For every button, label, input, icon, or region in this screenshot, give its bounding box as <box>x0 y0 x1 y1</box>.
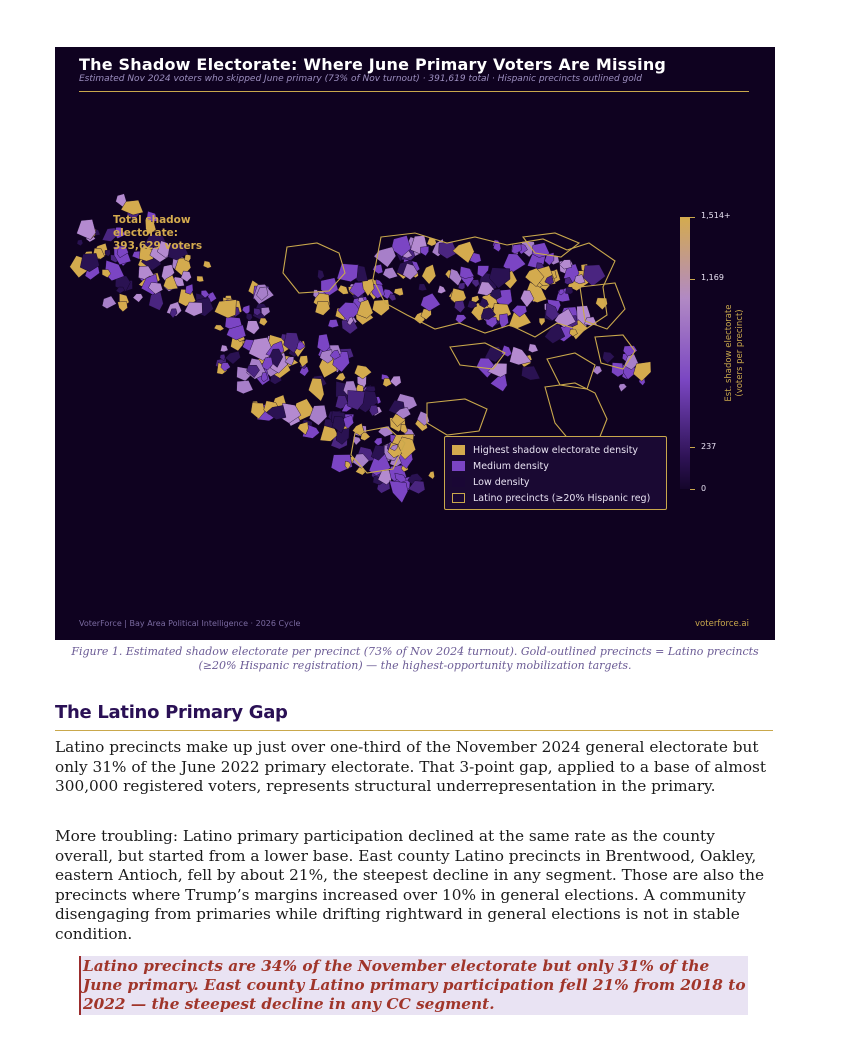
body-paragraph: Latino precincts make up just over one-third of the November 2024 general electorate but only 31% of the June 2022 primary electorate. That 3-point gap, applied to a base of almost 300,000 registered voters, represents structural underrepresentation in the primary. <box>55 738 767 795</box>
legend-item-high <box>452 443 638 457</box>
precinct-shape <box>318 270 325 280</box>
precinct-shape <box>118 302 128 312</box>
precinct-shape <box>220 345 228 352</box>
shadow-electorate-map <box>55 47 775 640</box>
legend-item-latino <box>452 491 650 505</box>
colorbar-tick <box>690 447 695 448</box>
precinct-shape <box>383 267 398 279</box>
precinct-shape <box>102 296 116 309</box>
precinct-shape <box>336 373 346 381</box>
legend-item-low <box>452 475 530 489</box>
map-legend <box>444 436 667 510</box>
precinct-shape <box>383 378 392 387</box>
section-heading: The Latino Primary Gap <box>55 702 288 723</box>
legend-label-high: Highest shadow electorate density <box>473 444 639 456</box>
precinct-shape <box>338 285 349 294</box>
precinct-shape <box>197 276 204 282</box>
precinct-shape <box>493 243 501 251</box>
precinct-shape <box>214 300 236 318</box>
precinct-shape <box>565 287 573 294</box>
precinct-shape <box>428 471 434 479</box>
precinct-shape <box>490 374 507 391</box>
precinct-shape <box>394 288 404 296</box>
precinct-shape <box>539 318 545 326</box>
precinct-shape <box>422 264 436 284</box>
precinct-shape <box>420 246 428 256</box>
precinct-shape <box>619 384 627 392</box>
map-footer-url: voterforce.ai <box>695 619 749 629</box>
precinct-shape <box>372 300 389 316</box>
colorbar-tick <box>690 217 695 218</box>
precinct-shape <box>612 363 624 378</box>
precinct-shape <box>242 305 250 315</box>
colorbar-tick-label: 0 <box>701 484 707 493</box>
precinct-shape <box>401 424 408 433</box>
legend-item-medium <box>452 459 549 473</box>
precinct-shape <box>528 344 538 353</box>
colorbar-tick-label: 237 <box>701 442 717 451</box>
legend-label-low: Low density <box>473 476 530 488</box>
precinct-shape <box>116 287 125 293</box>
precinct-shape <box>105 250 110 257</box>
legend-swatch-low <box>452 477 465 487</box>
precinct-shape <box>203 261 211 268</box>
figure-caption: Figure 1. Estimated shadow electorate per precinct (73% of Nov 2024 turnout). Gold-outlined precincts = Latino precincts (≥20% Hispanic registration) — the highest-opportunity mobilization targets. <box>71 645 759 672</box>
legend-label-medium: Medium density <box>473 460 549 472</box>
colorbar-tick-label: 1,169 <box>701 273 724 282</box>
precinct-shape <box>149 292 164 311</box>
precinct-shape <box>246 321 259 335</box>
colorbar-tick <box>690 489 695 490</box>
precinct-map-graphic <box>55 47 775 640</box>
map-subtitle: Estimated Nov 2024 voters who skipped June primary (73% of Nov turnout) · 391,619 total · Hispanic precincts outlined gold <box>79 74 642 84</box>
precinct-shape <box>356 467 366 475</box>
colorbar <box>680 217 690 489</box>
precinct-shape <box>472 280 480 288</box>
colorbar-tick <box>690 279 695 280</box>
precinct-shape <box>315 302 330 316</box>
map-title: The Shadow Electorate: Where June Primary Voters Are Missing <box>79 55 667 74</box>
precinct-shape <box>328 319 339 327</box>
precinct-shape <box>225 351 240 364</box>
body-paragraph: More troubling: Latino primary participation declined at the same rate as the county overall, but started from a lower base. East county Latino precincts in Brentwood, Oakley, eastern Antioch, fell by about 21%, the steepest decline in any segment. Those are also the precincts where Trump’s margins increased over 10% in general elections. A community disengaging from primaries while drifting rightward in general elections is not in stable condition. <box>55 827 765 943</box>
precinct-shape <box>454 301 465 313</box>
legend-label-latino: Latino precincts (≥20% Hispanic reg) <box>473 492 651 504</box>
legend-swatch-medium <box>452 461 465 471</box>
precinct-shape <box>390 376 401 387</box>
precinct-shape <box>133 294 143 303</box>
pull-quote-callout: Latino precincts are 34% of the November electorate but only 31% of the June primary. East county Latino primary participation fell 21% from 2018 to 2022 — the steepest decline in any CC segment. <box>79 956 748 1015</box>
precinct-shape <box>389 294 396 301</box>
map-footer-credit: VoterForce | Bay Area Political Intelligence · 2026 Cycle <box>79 619 301 628</box>
precinct-shape <box>418 284 427 291</box>
precinct-shape <box>521 366 540 380</box>
colorbar-title <box>724 278 746 428</box>
precinct-shape <box>421 293 441 311</box>
precinct-shape <box>352 423 364 435</box>
colorbar-title-text: Est. shadow electorate (voters per precinct) <box>724 304 745 402</box>
section-heading-rule <box>55 730 773 731</box>
precinct-shape <box>77 240 83 246</box>
precinct-shape <box>214 325 224 331</box>
precinct-shape <box>354 365 371 379</box>
total-shadow-electorate-label: Total shadow electorate: 393,629 voters <box>113 214 203 252</box>
precinct-shape <box>460 266 474 278</box>
legend-swatch-latino <box>452 493 465 503</box>
precinct-shape <box>308 378 324 401</box>
precinct-shape <box>389 481 407 503</box>
precinct-shape <box>438 285 447 293</box>
precinct-shape <box>237 380 254 393</box>
precinct-shape <box>603 352 615 364</box>
precinct-shape <box>374 438 382 446</box>
precinct-shape <box>259 318 267 326</box>
precinct-shape <box>455 315 466 324</box>
legend-swatch-high <box>452 445 465 455</box>
colorbar-tick-label: 1,514+ <box>701 211 731 220</box>
precinct-shape <box>77 219 96 239</box>
precinct-shape <box>633 362 651 382</box>
precinct-shape <box>246 313 252 321</box>
